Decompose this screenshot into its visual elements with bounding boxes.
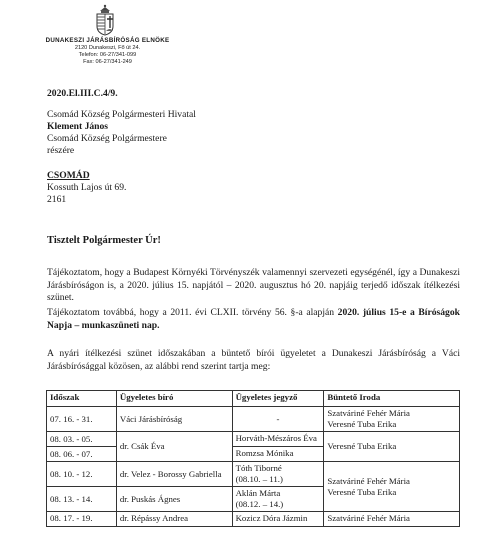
cell-period: 08. 17. - 19. [47,512,117,527]
cell-judge: dr. Répássy Andrea [116,512,232,527]
header-clerk: Ügyeletes jegyző [232,391,324,407]
cell-clerk: Kozicz Dóra Jázmin [232,512,324,527]
cell-judge: Váci Járásbíróság [116,407,232,432]
clerk-name: Aklán Márta [235,488,281,498]
salutation: Tisztelt Polgármester Úr! [47,235,161,246]
letterhead [0,37,215,67]
office-staff: Szatváriné Fehér Mária [327,475,410,486]
coat-of-arms-icon [94,4,116,36]
table-row [47,512,460,527]
clerk-dates: (08.12. – 14.) [235,499,284,509]
court-fax: Fax: 06-27/341-249 [83,59,132,66]
recipient-name: Klement János [47,121,109,132]
paragraph-2 [47,307,460,332]
paragraph-1: Tájékoztatom, hogy a Budapest Környéki Törvényszék valamennyi szervezeti egységénél, így a Dunakeszi Járásbíróságon is, a 2020. július 15. napjától – 2020. augusztus hó 20. napjáig terjedő időszak ítélkezési szünet. [47,267,460,303]
cell-judge: dr. Puskás Ágnes [116,487,232,512]
cell-period: 08. 03. - 05. [47,432,117,447]
cell-office [324,407,460,432]
header-office: Büntető Iroda [324,391,460,407]
table-row [47,407,460,432]
cell-clerk: Romzsa Mónika [232,447,324,462]
cell-clerk: Horváth-Mészáros Éva [232,432,324,447]
court-address: 2120 Dunakeszi, Fő út 24. [74,45,141,51]
recipient-street: Kossuth Lajos út 69. [47,182,127,193]
recipient-location [47,170,126,206]
recipient-title: Csomád Község Polgármestere [47,133,167,144]
recipient-for: részére [47,145,75,156]
duty-schedule-table [46,390,460,527]
table-row [47,432,460,447]
cell-period: 08. 13. - 14. [47,487,117,512]
cell-clerk: - [232,407,324,432]
table-row [47,462,460,487]
header-judge: Ügyeletes bíró [116,391,232,407]
reference-number: 2020.El.III.C.4/9. [47,88,118,99]
court-phone: Telefon: 06-27/341-099 [78,52,137,59]
cell-period: 08. 06. - 07. [47,447,117,462]
cell-judge: dr. Csák Éva [116,432,232,462]
cell-office: Veresné Tuba Erika [324,432,460,462]
cell-period: 08. 10. - 12. [47,462,117,487]
office-staff: Szatváriné Fehér Mária [327,408,410,418]
header-period: Időszak [47,391,117,407]
table-header-row [47,391,460,407]
recipient-office: Csomád Község Polgármesteri Hivatal [47,109,196,120]
office-staff: Veresné Tuba Erika [327,486,397,497]
cell-office [324,462,460,512]
recipient-zip: 2161 [47,194,67,205]
paragraph-2-text: Tájékoztatom továbbá, hogy a 2011. évi CLXII. törvény 56. §-a alapján [47,307,338,318]
cell-office: Szatváriné Fehér Mária [324,512,460,527]
paragraph-3: A nyári ítélkezési szünet időszakában a büntető bírói ügyeletet a Dunakeszi Járásbíróság a Váci Járásbírósággal közösen, az alábbi rend szerint tartja meg: [47,348,460,372]
court-name: DUNAKESZI JÁRÁSBÍRÓSÁG ELNÖKE [45,37,170,44]
office-staff: Veresné Tuba Erika [327,419,397,429]
cell-clerk [232,462,324,487]
clerk-name: Tóth Tiborné [235,463,282,473]
paragraph-2-bold: 2020. július 15-e a Bíróságok Napja – munkaszüneti nap. [47,307,460,331]
cell-period: 07. 16. - 31. [47,407,117,432]
cell-judge: dr. Velez - Borossy Gabriella [116,462,232,487]
recipient-city: CSOMÁD [47,170,90,181]
cell-clerk [232,487,324,512]
recipient-address [47,109,196,157]
clerk-dates: (08.10. – 11.) [235,474,283,484]
